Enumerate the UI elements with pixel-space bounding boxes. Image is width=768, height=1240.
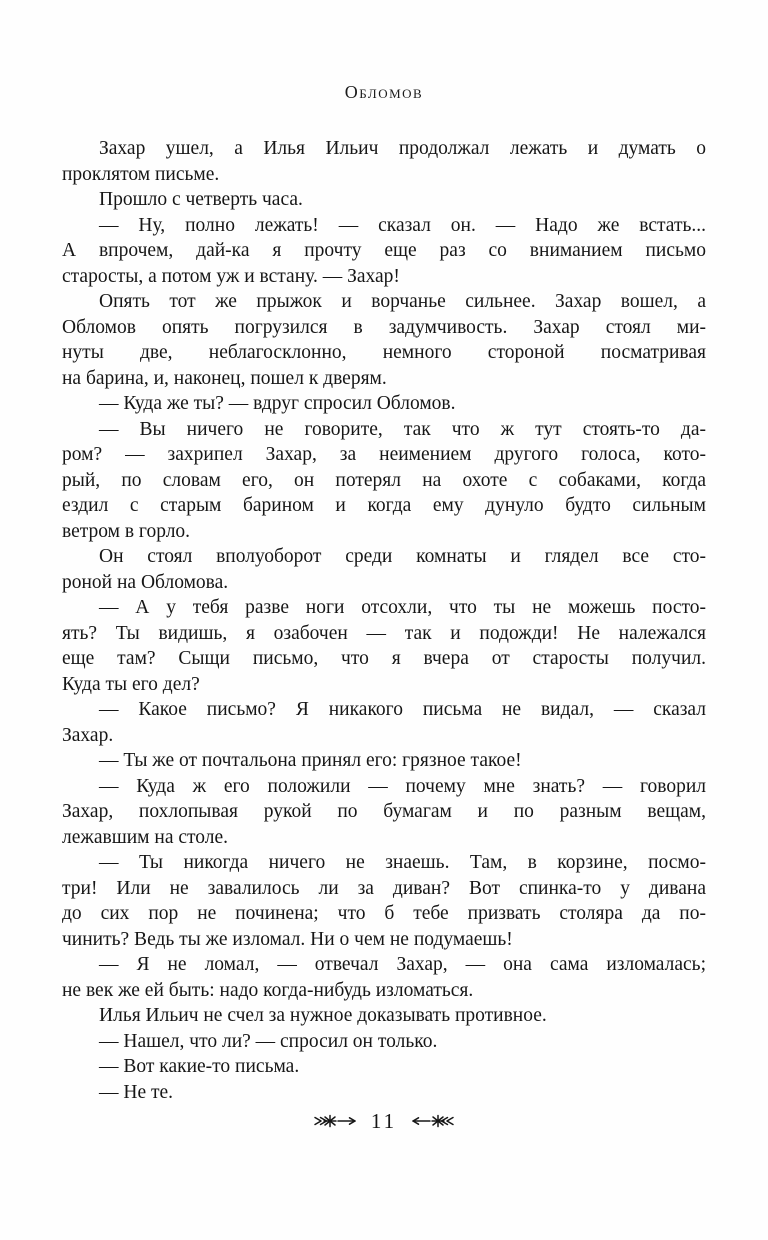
text-line: — Нашел, что ли? — спросил он только. bbox=[99, 1030, 438, 1052]
text-line: Прошло с четверть часа. bbox=[99, 189, 303, 210]
text-line: ром? — захрипел Захар, за неимением другого голоса, кото- bbox=[62, 444, 706, 465]
text-line: Куда ты его дел? bbox=[62, 673, 200, 695]
text-line: старосты, а потом уж и встану. — Захар! bbox=[62, 265, 400, 287]
text-line: — Куда же ты? — вдруг спросил Обломов. bbox=[99, 393, 456, 414]
paragraph bbox=[62, 952, 706, 1003]
text-line: Захар ушел, а Илья Ильич продолжал лежать и думать о bbox=[99, 138, 706, 159]
text-line: Захар, похлопывая рукой по бумагам и по разным вещам, bbox=[62, 801, 706, 822]
text-line: до сих пор не починена; что б тебе призвать столяра да по- bbox=[62, 903, 706, 924]
text-line: — Какое письмо? Я никакого письма не видал, — сказал bbox=[99, 699, 706, 720]
paragraph bbox=[62, 850, 706, 952]
text-line: ять? Ты видишь, я озабочен — так и подожди! Не належался bbox=[62, 622, 706, 644]
paragraph bbox=[62, 136, 706, 187]
fleuron-right-icon bbox=[409, 1113, 455, 1129]
paragraph bbox=[62, 391, 706, 417]
running-head: Обломов bbox=[344, 82, 424, 102]
text-line: А впрочем, дай-ка я прочту еще раз со вниманием письмо bbox=[62, 240, 706, 261]
text-line: — Ты никогда ничего не знаешь. Там, в корзине, посмо- bbox=[99, 852, 706, 873]
paragraph bbox=[62, 187, 706, 213]
paragraph bbox=[62, 697, 706, 748]
paragraph bbox=[62, 774, 706, 851]
text-line: Он стоял вполуоборот среди комнаты и глядел все сто- bbox=[99, 546, 706, 567]
text-line: Опять тот же прыжок и ворчанье сильнее. Захар вошел, а bbox=[99, 291, 706, 312]
text-line: чинить? Ведь ты же изломал. Ни о чем не подумаешь! bbox=[62, 928, 513, 950]
page-number: 11 bbox=[370, 1108, 398, 1133]
text-line: — Ты же от почтальона принял его: грязное такое! bbox=[99, 750, 522, 771]
text-line: — Вы ничего не говорите, так что ж тут стоять-то да- bbox=[99, 418, 706, 440]
paragraph bbox=[62, 748, 706, 774]
paragraph bbox=[62, 213, 706, 290]
paragraph bbox=[62, 1054, 706, 1080]
paragraph bbox=[62, 1003, 706, 1029]
paragraph bbox=[62, 1029, 706, 1055]
text-line: — А у тебя разве ноги отсохли, что ты не можешь посто- bbox=[99, 597, 706, 618]
text-line: на барина, и, наконец, пошел к дверям. bbox=[62, 367, 387, 389]
text-line: Захар. bbox=[62, 724, 114, 746]
text-line: — Куда ж его положили — почему мне знать? — говорил bbox=[99, 775, 706, 797]
text-line: три! Или не завалилось ли за диван? Вот спинка-то у дивана bbox=[62, 877, 706, 899]
text-line: ветром в горло. bbox=[62, 520, 191, 542]
paragraph bbox=[62, 595, 706, 697]
paragraph bbox=[62, 289, 706, 391]
paragraph bbox=[62, 544, 706, 595]
text-line: роной на Обломова. bbox=[62, 571, 229, 593]
text-line: — Я не ломал, — отвечал Захар, — она сама изломалась; bbox=[99, 954, 706, 975]
text-line: нуты две, неблагосклонно, немного стороной посматривая bbox=[62, 342, 706, 363]
text-line: рый, по словам его, он потерял на охоте с собаками, когда bbox=[62, 469, 706, 491]
page-footer bbox=[0, 1104, 768, 1138]
text-line: проклятом письме. bbox=[62, 163, 220, 185]
text-line: — Не те. bbox=[99, 1081, 174, 1103]
paragraph bbox=[62, 1080, 706, 1106]
text-line: лежавшим на столе. bbox=[62, 826, 229, 848]
text-line: Обломов опять погрузился в задумчивость. Захар стоял ми- bbox=[62, 316, 706, 338]
text-line: не век же ей быть: надо когда-нибудь изломаться. bbox=[62, 979, 474, 1001]
body-text bbox=[62, 136, 706, 1105]
text-line: — Ну, полно лежать! — сказал он. — Надо же встать... bbox=[99, 214, 706, 236]
fleuron-left-icon bbox=[313, 1113, 359, 1129]
text-line: еще там? Сыщи письмо, что я вчера от старосты получил. bbox=[62, 648, 706, 669]
paragraph bbox=[62, 417, 706, 545]
text-line: — Вот какие-то письма. bbox=[99, 1056, 300, 1077]
text-line: ездил с старым барином и когда ему дунуло будто сильным bbox=[62, 495, 706, 516]
text-line: Илья Ильич не счел за нужное доказывать противное. bbox=[99, 1005, 547, 1026]
